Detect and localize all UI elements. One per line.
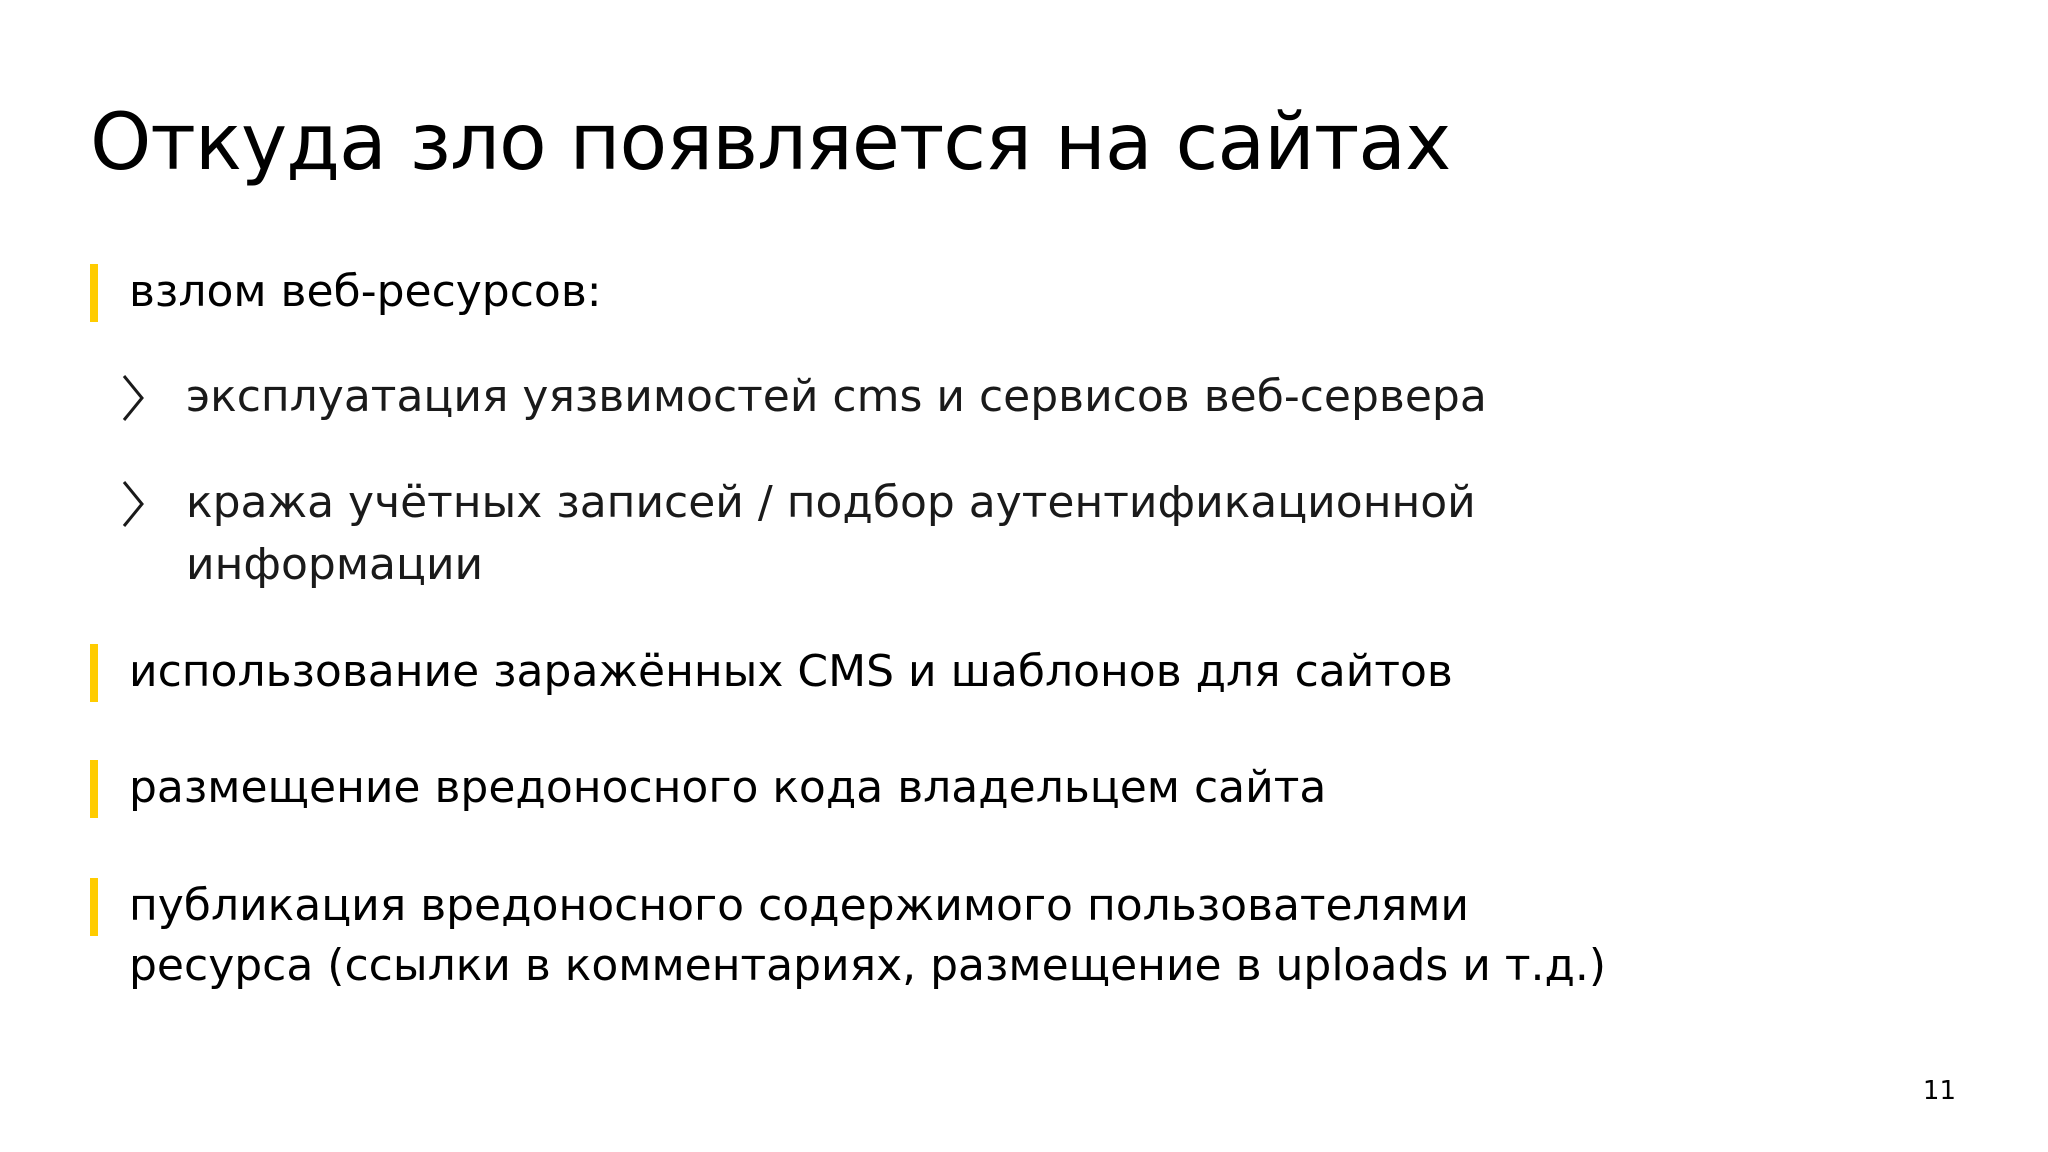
bullet-text: размещение вредоносного кода владельцем сайта: [129, 762, 1327, 813]
chevron-right-icon: [118, 368, 148, 428]
bullet-text: использование заражённых CMS и шаблонов для сайтов: [129, 646, 1453, 697]
page-number: 11: [1922, 1076, 1956, 1106]
slide-title: Откуда зло появляется на сайтах: [90, 98, 1451, 188]
chevron-right-icon: [118, 474, 148, 534]
sub-bullet-line: информации: [186, 539, 484, 590]
bullet-line: публикация вредоносного содержимого пользователями: [129, 880, 1470, 931]
bullet-marker: [90, 878, 98, 936]
bullet-text: взлом веб-ресурсов:: [129, 266, 602, 317]
bullet-line: ресурса (ссылки в комментариях, размещение в uploads и т.д.): [129, 940, 1607, 991]
bullet-marker: [90, 760, 98, 818]
bullet-text: [129, 876, 1606, 996]
sub-bullet-line: кража учётных записей / подбор аутентификационной: [186, 477, 1476, 528]
sub-bullet-text: [186, 472, 1476, 596]
bullet-marker: [90, 644, 98, 702]
sub-bullet-text: эксплуатация уязвимостей cms и сервисов веб-сервера: [186, 371, 1487, 422]
bullet-marker: [90, 264, 98, 322]
